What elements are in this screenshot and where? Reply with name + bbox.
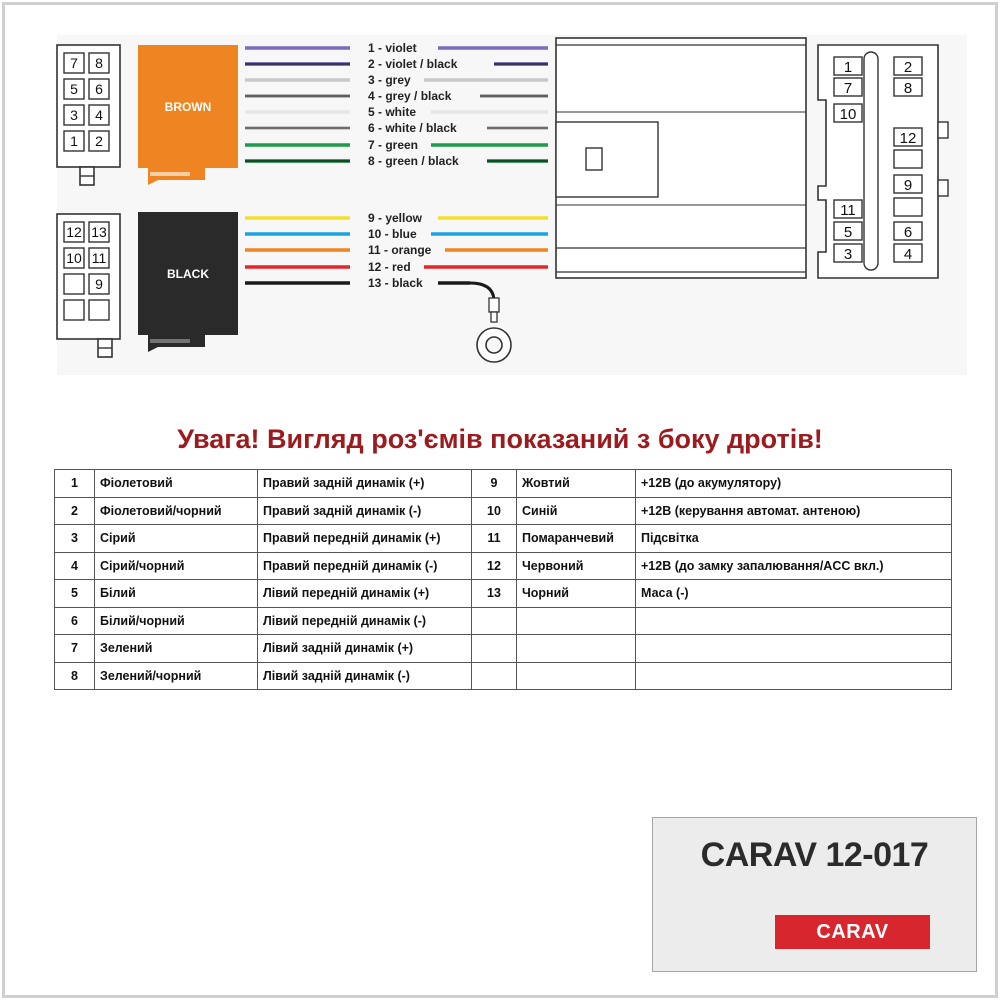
table-cell: Підсвітка <box>636 525 952 553</box>
wire <box>245 57 548 71</box>
table-cell: Правий передній динамік (+) <box>258 525 472 553</box>
table-row <box>55 607 952 635</box>
wire-label: 11 - orange <box>368 243 432 257</box>
table-cell: Білий/чорний <box>95 607 258 635</box>
wire-label: 3 - grey <box>368 73 411 87</box>
table-row <box>55 552 952 580</box>
table-cell: Жовтий <box>517 470 636 498</box>
wire <box>245 260 548 274</box>
table-cell: Правий задній динамік (+) <box>258 470 472 498</box>
wire <box>245 154 548 168</box>
wire-label: 5 - white <box>368 105 417 119</box>
table-cell <box>517 635 636 663</box>
table-cell: 2 <box>55 497 95 525</box>
table-cell: Фіолетовий/чорний <box>95 497 258 525</box>
table-row <box>55 470 952 498</box>
wire <box>245 243 548 257</box>
table-cell <box>472 607 517 635</box>
table-cell <box>472 662 517 690</box>
wire-label: 9 - yellow <box>368 211 423 225</box>
table-cell: Правий задній динамік (-) <box>258 497 472 525</box>
pin-number: 7 <box>70 55 78 71</box>
pin-number: 12 <box>66 224 82 240</box>
table-cell: 4 <box>55 552 95 580</box>
pin-number: 6 <box>95 81 103 97</box>
table-cell: Сірий <box>95 525 258 553</box>
table-cell: Зелений <box>95 635 258 663</box>
pin-cell <box>64 274 84 294</box>
wire <box>245 73 548 87</box>
right-connector-face <box>818 45 948 278</box>
pin-number: 11 <box>91 250 107 266</box>
wire <box>245 276 470 290</box>
wire-label: 8 - green / black <box>368 154 459 168</box>
wire-label: 13 - black <box>368 276 423 290</box>
table-cell: 5 <box>55 580 95 608</box>
table-cell: Маса (-) <box>636 580 952 608</box>
pin-number: 1 <box>843 59 853 76</box>
table-row <box>55 525 952 553</box>
pin-cell <box>64 300 84 320</box>
table-cell: Синій <box>517 497 636 525</box>
table-row <box>55 497 952 525</box>
wiring-diagram <box>0 0 1000 400</box>
pin-number: 7 <box>843 80 853 97</box>
table-cell: 1 <box>55 470 95 498</box>
pin-cell <box>89 300 109 320</box>
table-row <box>55 580 952 608</box>
pin-number: 4 <box>95 107 103 123</box>
table-cell: 7 <box>55 635 95 663</box>
table-cell: Лівий передній динамік (+) <box>258 580 472 608</box>
brand-logo: CARAV <box>775 915 930 949</box>
pin-number: 3 <box>70 107 78 123</box>
table-cell: Лівий задній динамік (-) <box>258 662 472 690</box>
wire <box>245 89 548 103</box>
table-cell: Зелений/чорний <box>95 662 258 690</box>
pin-number: 10 <box>839 106 857 123</box>
wire-set <box>245 41 548 290</box>
wire <box>245 41 548 55</box>
table-cell: Червоний <box>517 552 636 580</box>
table-cell <box>517 607 636 635</box>
pin-number: 12 <box>899 130 917 147</box>
iso-plug-body <box>556 38 806 278</box>
pinout-table <box>54 469 952 690</box>
pin-number: 2 <box>903 59 913 76</box>
pin-number: 10 <box>66 250 82 266</box>
wire-label: 6 - white / black <box>368 121 457 135</box>
black-block-label: BLACK <box>167 267 209 281</box>
wire-label: 2 - violet / black <box>368 57 458 71</box>
table-cell: Чорний <box>517 580 636 608</box>
table-cell <box>517 662 636 690</box>
table-cell: 11 <box>472 525 517 553</box>
table-cell <box>472 635 517 663</box>
table-cell: Фіолетовий <box>95 470 258 498</box>
pin-number: 13 <box>91 224 107 240</box>
table-cell: 8 <box>55 662 95 690</box>
pin-number: 9 <box>95 276 103 292</box>
pin-number: 8 <box>903 80 913 97</box>
wire-label: 7 - green <box>368 138 419 152</box>
table-row <box>55 635 952 663</box>
table-cell: 12 <box>472 552 517 580</box>
pin-number: 8 <box>95 55 103 71</box>
table-cell <box>636 635 952 663</box>
pin-number: 5 <box>843 224 853 241</box>
wire <box>245 138 548 152</box>
pin-number: 3 <box>843 246 853 263</box>
table-cell <box>636 662 952 690</box>
table-row <box>55 662 952 690</box>
table-cell: 9 <box>472 470 517 498</box>
brown-block-label: BROWN <box>164 100 212 114</box>
table-cell: 3 <box>55 525 95 553</box>
table-cell: Помаранчевий <box>517 525 636 553</box>
pin-number: 11 <box>840 202 856 219</box>
product-label-box <box>652 817 977 972</box>
wire-label: 12 - red <box>368 260 411 274</box>
pin-number: 6 <box>903 224 913 241</box>
ground-ring-terminal <box>470 283 511 362</box>
table-cell: Лівий передній динамік (-) <box>258 607 472 635</box>
table-cell: Сірий/чорний <box>95 552 258 580</box>
left-connector-black-housing <box>57 214 120 357</box>
brown-connector-block <box>138 45 238 185</box>
wire <box>245 227 548 241</box>
pin-number: 5 <box>70 81 78 97</box>
table-cell: +12В (до акумулятору) <box>636 470 952 498</box>
pin-number: 4 <box>903 246 913 263</box>
table-cell: Лівий задній динамік (+) <box>258 635 472 663</box>
pin-number: 1 <box>70 133 78 149</box>
table-cell: 6 <box>55 607 95 635</box>
table-cell: Білий <box>95 580 258 608</box>
table-cell: 10 <box>472 497 517 525</box>
left-connector-brown-housing <box>57 45 120 185</box>
wire-label: 1 - violet <box>368 41 417 55</box>
wire <box>245 211 548 225</box>
table-cell: 13 <box>472 580 517 608</box>
table-cell: +12В (до замку запалювання/ACC вкл.) <box>636 552 952 580</box>
wire <box>245 105 548 119</box>
pin-cell-empty <box>894 150 922 168</box>
pin-cell-empty <box>894 198 922 216</box>
model-number: CARAV 12-017 <box>700 836 929 874</box>
black-connector-block <box>138 212 238 352</box>
pin-number: 2 <box>95 133 103 149</box>
connector-view-warning: Увага! Вигляд роз'ємів показаний з боку дротів! <box>177 424 823 454</box>
table-cell: +12В (керування автомат. антеною) <box>636 497 952 525</box>
wire <box>245 121 548 135</box>
wire-label: 4 - grey / black <box>368 89 452 103</box>
table-cell <box>636 607 952 635</box>
table-cell: Правий передній динамік (-) <box>258 552 472 580</box>
wire-label: 10 - blue <box>368 227 417 241</box>
pin-number: 9 <box>903 177 913 194</box>
